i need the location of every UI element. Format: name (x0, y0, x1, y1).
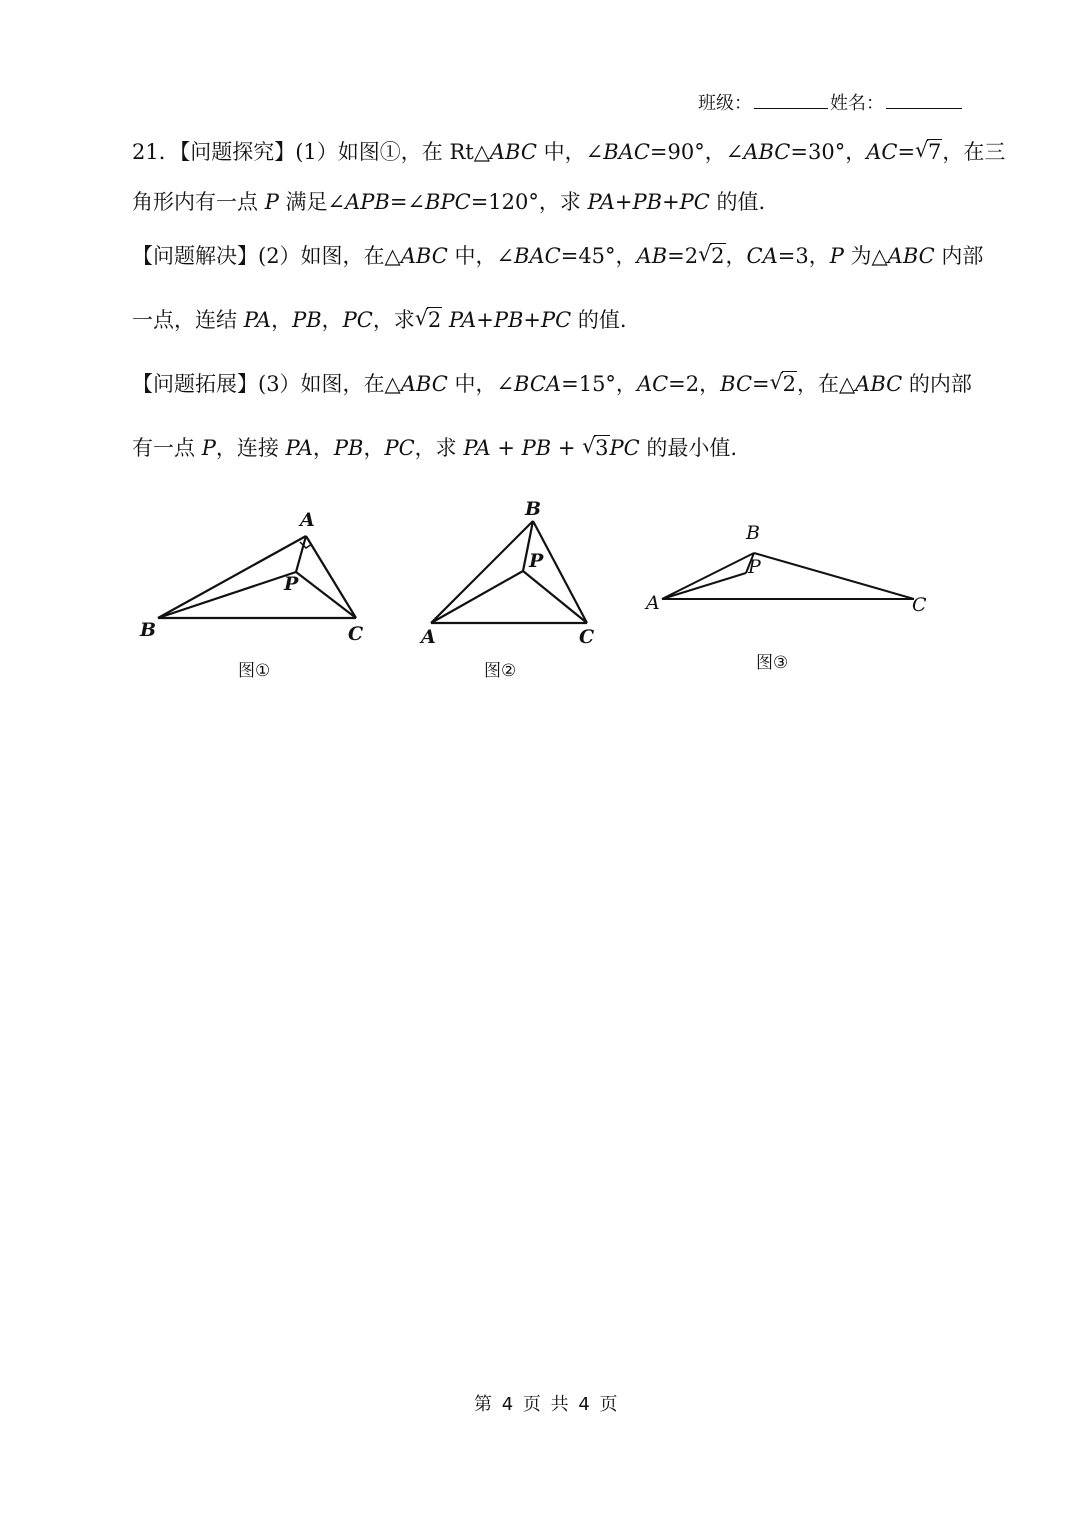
math: PA (285, 436, 313, 460)
text: 中，∠ (536, 140, 604, 164)
math: ABC (743, 140, 791, 164)
text: = (897, 140, 916, 164)
math: ABC (400, 244, 448, 268)
text: 【问题解决】(2）如图，在△ (132, 244, 401, 268)
math: BC (720, 372, 753, 396)
sqrt-symbol (698, 242, 725, 270)
math: PC (342, 308, 373, 332)
text: ，在三 (942, 140, 1006, 164)
text: 中，∠ (447, 244, 515, 268)
text: ， (363, 436, 385, 460)
class-label: 班级： (698, 93, 752, 114)
page-number: 第 4 页 共 4 页 (474, 1394, 620, 1415)
figure-3-caption: 图③ (756, 653, 789, 673)
text: ，连接 (215, 436, 286, 460)
edge-AB (431, 521, 533, 623)
math: AB (636, 244, 668, 268)
label-A: A (421, 626, 436, 648)
text: 满足∠ (278, 190, 346, 214)
part3-line1 (132, 370, 972, 398)
figure-1-caption: 图① (238, 661, 271, 681)
text: 的最小值. (639, 436, 738, 460)
text: 一点，连结 (132, 308, 244, 332)
label-P: P (748, 556, 761, 578)
edge-BC (533, 521, 587, 623)
figure-2-caption: 图② (484, 661, 517, 681)
text: =2 (667, 244, 699, 268)
text: ， (271, 308, 293, 332)
label-C: C (579, 626, 595, 648)
label-B: B (746, 522, 760, 544)
text: =120°，求 (470, 190, 588, 214)
text: ， (321, 308, 343, 332)
text: =15°， (561, 372, 637, 396)
part2-line2 (132, 306, 627, 334)
student-info-header (698, 92, 964, 116)
math: AC (866, 140, 898, 164)
edge-AC (306, 536, 356, 618)
text: =2， (668, 372, 721, 396)
sqrt-symbol (582, 434, 609, 462)
text: =90°，∠ (649, 140, 744, 164)
text: 【问题拓展】(3）如图，在△ (132, 372, 401, 396)
math: PA+PB+PC (442, 308, 572, 332)
math: P (829, 244, 844, 268)
math: AC (636, 372, 669, 396)
math: P (264, 190, 279, 214)
text: ，求 (414, 436, 464, 460)
label-P: P (284, 573, 299, 595)
math: BAC (603, 140, 650, 164)
text: 有一点 (132, 436, 202, 460)
text: =45°， (560, 244, 637, 268)
sqrt-radicand: 2 (711, 244, 725, 268)
text: ，在△ (797, 372, 856, 396)
name-label: 姓名： (830, 93, 884, 114)
edge-PC (523, 571, 587, 623)
text: 【问题探究】(1）如图①，在 Rt△ (179, 140, 490, 164)
text: ，求 (372, 308, 415, 332)
math: PA + PB + (463, 436, 583, 460)
edge-AB (662, 553, 754, 599)
figure-3 (640, 515, 940, 625)
text: 中，∠ (447, 372, 515, 396)
sqrt-symbol (915, 138, 942, 166)
label-B: B (525, 498, 542, 520)
class-blank (754, 94, 828, 109)
figure-1 (130, 500, 380, 650)
math: ABC (855, 372, 903, 396)
math: P (201, 436, 216, 460)
math: PC (384, 436, 415, 460)
math: PB (333, 436, 364, 460)
label-P: P (529, 550, 544, 572)
text: =3， (777, 244, 830, 268)
text: ， (725, 244, 747, 268)
sqrt-radicand: 7 (928, 140, 942, 164)
edge-PC (296, 572, 356, 618)
math: PA (243, 308, 272, 332)
math: PA+PB+PC (587, 190, 710, 214)
text: 内部 (934, 244, 984, 268)
name-blank (886, 94, 962, 109)
part3-line2 (132, 434, 737, 462)
part1-line2 (132, 188, 765, 216)
problem-number: 21． (132, 140, 180, 164)
label-A: A (646, 592, 660, 614)
label-C: C (348, 623, 364, 645)
text: 的值. (709, 190, 766, 214)
math: ABC (887, 244, 935, 268)
math: APB (345, 190, 390, 214)
text: 为△ (843, 244, 888, 268)
label-A: A (300, 509, 315, 531)
label-C: C (912, 594, 927, 616)
math: BAC (514, 244, 561, 268)
edge-BC (754, 553, 914, 599)
text: =∠ (389, 190, 426, 214)
part1-line1 (132, 138, 1005, 166)
sqrt-radicand: 2 (427, 308, 442, 332)
text: 角形内有一点 (132, 190, 265, 214)
sqrt-radicand: 3 (595, 436, 609, 460)
sqrt-symbol (770, 370, 797, 398)
part2-line1 (132, 242, 983, 270)
math: CA (746, 244, 778, 268)
text: ， (312, 436, 334, 460)
label-B: B (140, 619, 157, 641)
text: 的内部 (902, 372, 972, 396)
figure-2 (415, 495, 615, 648)
math: ABC (489, 140, 537, 164)
math: PC (609, 436, 640, 460)
text: 的值. (571, 308, 627, 332)
sqrt-radicand: 2 (782, 372, 797, 396)
sqrt-symbol (415, 306, 442, 334)
math: BPC (425, 190, 471, 214)
edge-PA (431, 571, 523, 623)
math: PB (292, 308, 322, 332)
text: =30°， (790, 140, 867, 164)
math: BCA (514, 372, 562, 396)
text: = (752, 372, 770, 396)
math: ABC (400, 372, 448, 396)
